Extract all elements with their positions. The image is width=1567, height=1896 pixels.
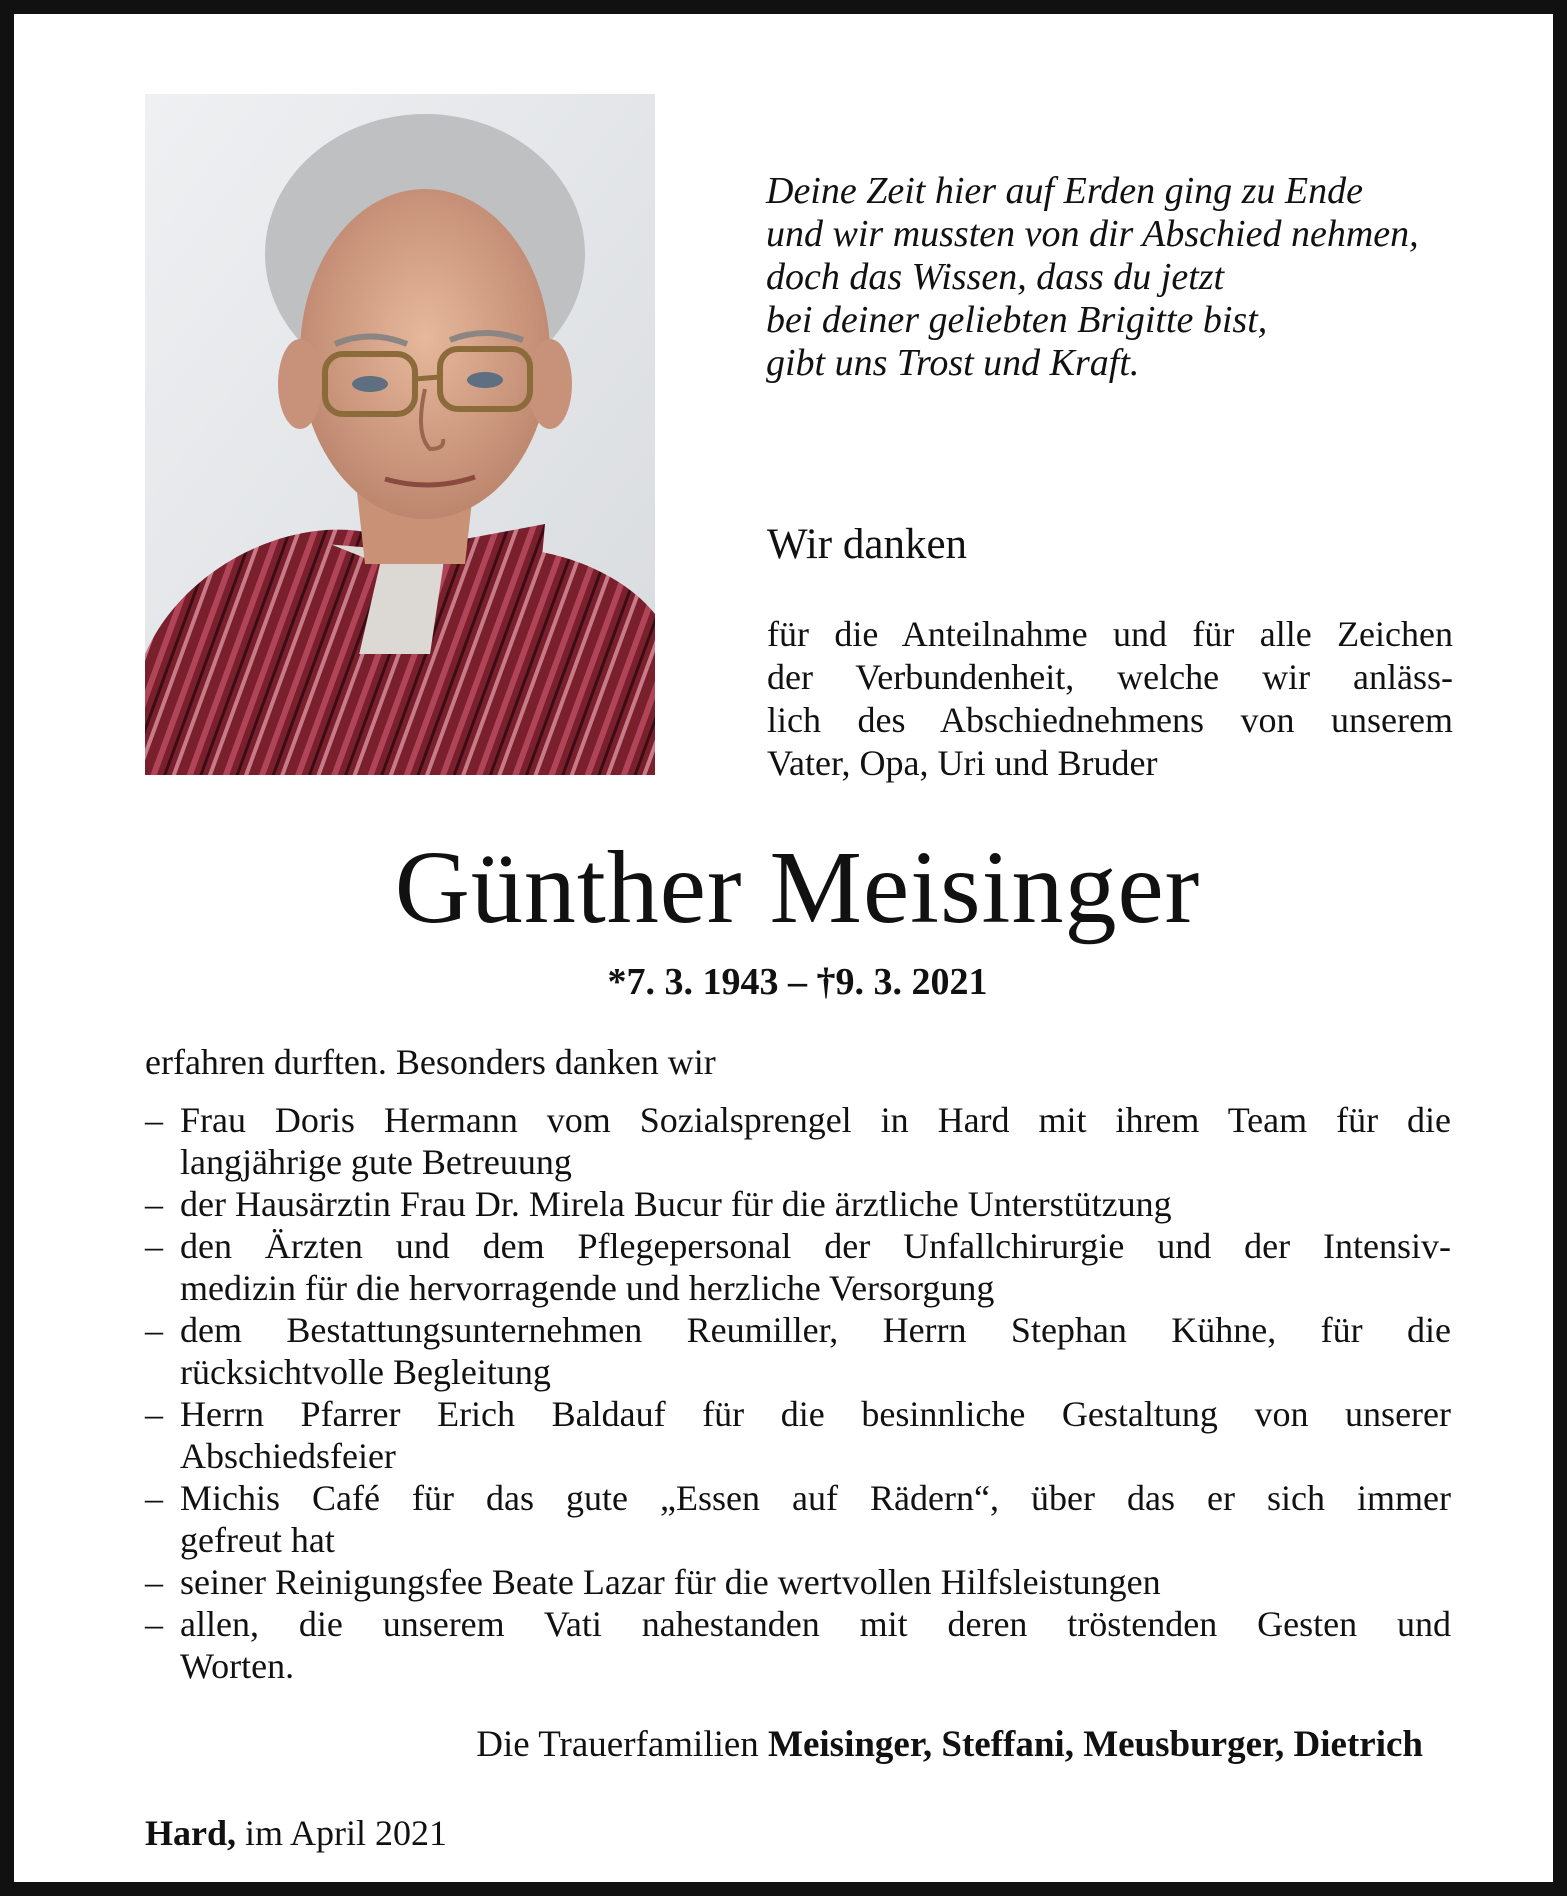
place-date — [145, 1811, 447, 1855]
list-item-line: Worten. — [180, 1646, 295, 1686]
list-item-line: den Ärzten und dem Pflegepersonal der Unfallchirurgie und der Intensiv- — [180, 1226, 1451, 1266]
list-item-line: langjährige gute Betreuung — [180, 1142, 572, 1182]
list-item — [145, 1393, 1451, 1477]
poem-line: doch das Wissen, dass du jetzt — [766, 256, 1225, 298]
thanks-line: der Verbundenheit, welche wir anläss- — [767, 657, 1453, 697]
family-signature — [476, 1723, 1423, 1767]
portrait-photo — [145, 94, 655, 775]
list-item-line: der Hausärztin Frau Dr. Mirela Bucur für die ärztliche Unterstützung — [180, 1184, 1172, 1224]
thanks-line: Vater, Opa, Uri und Bruder — [767, 743, 1158, 783]
list-item-line: seiner Reinigungsfee Beate Lazar für die wertvollen Hilfsleistungen — [180, 1562, 1161, 1602]
list-item — [145, 1225, 1451, 1309]
list-item — [145, 1183, 1451, 1225]
dash-bullet: – — [145, 1226, 163, 1266]
list-item — [145, 1603, 1451, 1687]
list-item-line: Frau Doris Hermann vom Sozialsprengel in Hard mit ihrem Team für die — [180, 1100, 1451, 1140]
list-item-line: Michis Café für das gute „Essen auf Rädern“, über das er sich immer — [180, 1478, 1451, 1518]
list-item-line: allen, die unserem Vati nahestanden mit deren tröstenden Gesten und — [180, 1604, 1451, 1644]
dash-bullet: – — [145, 1478, 163, 1518]
thanks-line: lich des Abschiednehmens von unserem — [767, 700, 1453, 740]
thanks-heading: Wir danken — [767, 521, 968, 568]
life-dates: *7. 3. 1943 – †9. 3. 2021 — [607, 961, 988, 1003]
poem-line: Deine Zeit hier auf Erden ging zu Ende — [766, 170, 1363, 212]
dash-bullet: – — [145, 1310, 163, 1350]
list-item — [145, 1309, 1451, 1393]
list-item-line: medizin für die hervorragende und herzliche Versorgung — [180, 1268, 995, 1308]
place-month: im April 2021 — [236, 1813, 448, 1853]
poem-line: gibt uns Trost und Kraft. — [766, 342, 1140, 384]
list-item — [145, 1099, 1451, 1183]
thanks-paragraph — [767, 613, 1453, 785]
signature-prefix: Die Trauerfamilien — [476, 1724, 769, 1765]
poem-line: und wir mussten von dir Abschied nehmen, — [766, 213, 1419, 255]
place-town: Hard, — [145, 1813, 237, 1853]
dash-bullet: – — [145, 1562, 163, 1602]
memorial-poem — [766, 170, 1486, 385]
list-item — [145, 1477, 1451, 1561]
poem-line: bei deiner geliebten Brigitte bist, — [766, 299, 1268, 341]
dash-bullet: – — [145, 1394, 163, 1434]
list-item-line: Abschiedsfeier — [180, 1436, 396, 1476]
list-item-line: dem Bestattungsunternehmen Reumiller, Herrn Stephan Kühne, für die — [180, 1310, 1451, 1350]
list-item-line: rücksichtvolle Begleitung — [180, 1352, 551, 1392]
thanks-list — [145, 1099, 1451, 1687]
thanks-line: für die Anteilnahme und für alle Zeichen — [767, 614, 1453, 654]
list-item — [145, 1561, 1451, 1603]
dash-bullet: – — [145, 1604, 163, 1644]
list-item-line: Herrn Pfarrer Erich Baldauf für die besinnliche Gestaltung von unserer — [180, 1394, 1451, 1434]
intro-text: erfahren durften. Besonders danken wir — [145, 1042, 716, 1082]
list-item-line: gefreut hat — [180, 1520, 335, 1560]
family-names: Meisinger, Steffani, Meusburger, Dietrich — [768, 1724, 1423, 1765]
deceased-name: Günther Meisinger — [394, 830, 1201, 945]
dash-bullet: – — [145, 1100, 163, 1140]
dash-bullet: – — [145, 1184, 163, 1224]
